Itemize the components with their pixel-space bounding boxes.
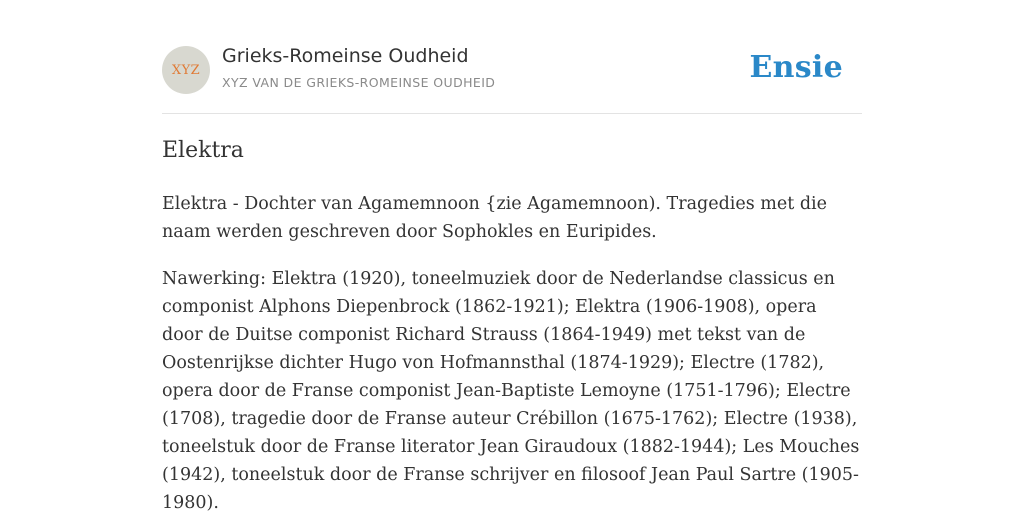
avatar-label: XYZ bbox=[171, 62, 201, 78]
entry-page bbox=[162, 0, 862, 513]
entry-paragraph-definition: Elektra - Dochter van Agamemnoon {zie Agamemnoon). Tragedies met die naam werden geschreven door Sophokles en Euripides. bbox=[162, 194, 827, 242]
page-header bbox=[162, 0, 862, 114]
source-title[interactable]: Grieks-Romeinse Oudheid bbox=[222, 45, 469, 67]
entry-paragraph-nawerking: Nawerking: Elektra (1920), toneelmuziek door de Nederlandse classicus en componist Alphons Diepenbrock (1862-1921); Elektra (1906-1908), opera door de Duitse componist Richard Strauss (1864-1949) met tekst van de Oostenrijkse dichter Hugo von Hofmannsthal (1874-1929); Electre (1782), opera door de Franse componist Jean-Baptiste Lemoyne (1751-1796); Electre (1708), tragedie door de Franse auteur Crébillon (1675-1762); Electre (1938), toneelstuk door de Franse literator Jean Giraudoux (1882-1944); Les Mouches (1942), toneelstuk door de Franse schrijver en filosoof Jean Paul Sartre (1905-1980). bbox=[162, 269, 860, 513]
page-title: Elektra bbox=[162, 138, 244, 163]
ensie-logo[interactable]: Ensie bbox=[749, 50, 843, 85]
source-avatar[interactable] bbox=[162, 46, 210, 94]
source-subtitle: XYZ VAN DE GRIEKS-ROMEINSE OUDHEID bbox=[222, 75, 496, 90]
